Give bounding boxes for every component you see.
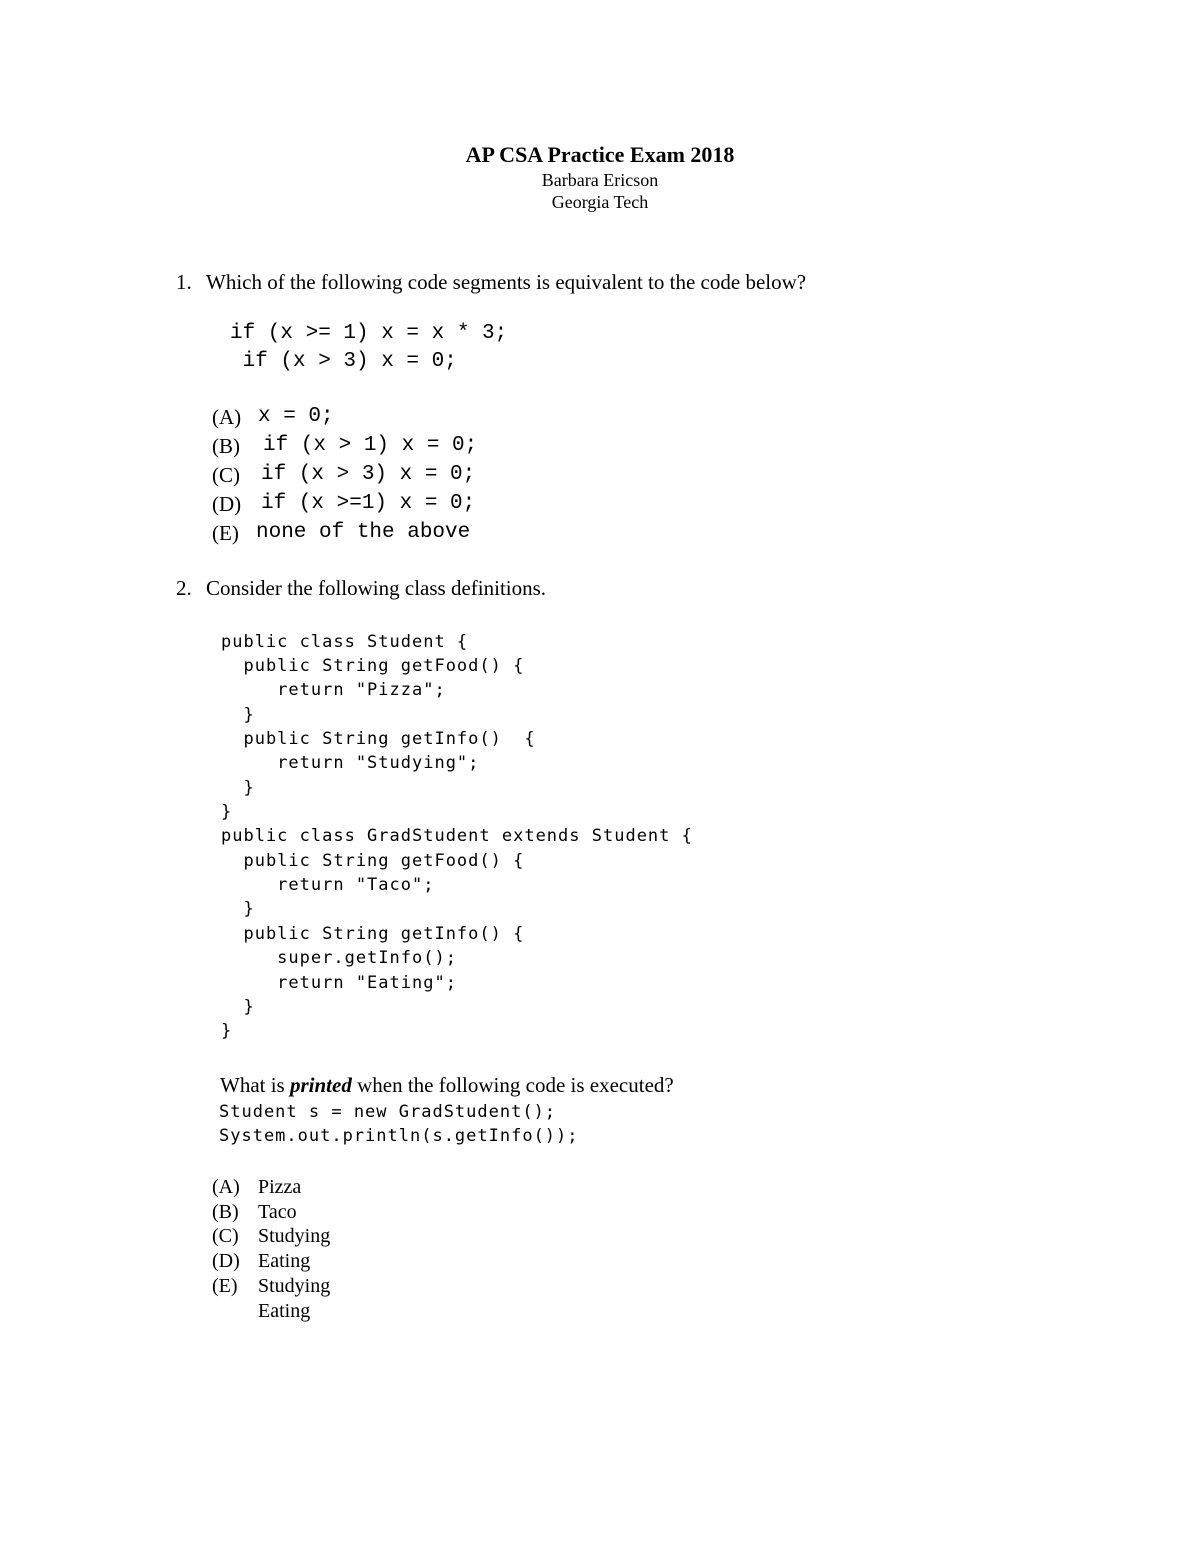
- q2-code-line: public String getInfo() {: [221, 729, 536, 749]
- q2-code-line: super.getInfo();: [221, 948, 457, 968]
- q2-exec-code-line-1: Student s = new GradStudent();: [219, 1102, 557, 1122]
- author-name: Barbara Ericson: [541, 170, 659, 190]
- q1-option-d-text: if (x >=1) x = 0;: [261, 492, 476, 515]
- q2-code-line: }: [221, 1021, 233, 1041]
- page-title: AP CSA Practice Exam 2018: [465, 142, 735, 167]
- q1-option-e-text: none of the above: [256, 521, 471, 544]
- q1-code-line-1: if (x >= 1) x = x * 3;: [230, 322, 508, 345]
- q1-option-b-label: (B): [212, 434, 240, 458]
- q1-option-a-text: x = 0;: [258, 405, 334, 428]
- q1-code-line-2: if (x > 3) x = 0;: [230, 350, 457, 373]
- affiliation: Georgia Tech: [551, 192, 649, 212]
- question-2-text: Consider the following class definitions.: [206, 576, 547, 600]
- q2-option-c-label: (C): [212, 1225, 239, 1247]
- q2-prompt-before: What is: [220, 1073, 290, 1097]
- q2-option-a-text: Pizza: [258, 1176, 302, 1198]
- q2-code-line: return "Studying";: [221, 753, 480, 773]
- q2-exec-code-line-2: System.out.println(s.getInfo());: [219, 1126, 579, 1146]
- q2-prompt: [220, 1073, 674, 1098]
- q2-code-line: }: [221, 899, 255, 919]
- q2-option-e-text: Studying: [258, 1275, 331, 1297]
- q1-option-c-label: (C): [212, 463, 240, 487]
- q2-option-e-text-line-2: Eating: [258, 1300, 311, 1322]
- question-2-number: 2.: [176, 576, 192, 600]
- question-1-text: Which of the following code segments is equivalent to the code below?: [206, 270, 807, 294]
- q2-option-b-label: (B): [212, 1201, 239, 1223]
- question-1-number: 1.: [176, 270, 192, 294]
- q2-code-line: }: [221, 705, 255, 725]
- q2-code-line: }: [221, 778, 255, 798]
- q2-code-line: return "Pizza";: [221, 680, 446, 700]
- q2-code-line: }: [221, 802, 233, 822]
- q1-option-d-label: (D): [212, 492, 242, 516]
- q2-option-e-label: (E): [212, 1275, 238, 1297]
- q1-option-b-text: if (x > 1) x = 0;: [263, 434, 478, 457]
- q2-code-line: public String getFood() {: [221, 851, 525, 871]
- q2-option-c-text: Studying: [258, 1225, 331, 1247]
- q2-option-b-text: Taco: [258, 1201, 297, 1223]
- q2-option-a-label: (A): [212, 1176, 240, 1198]
- q2-code-line: public class GradStudent extends Student {: [221, 826, 693, 846]
- q1-option-e-label: (E): [212, 521, 239, 545]
- q2-code-line: return "Eating";: [221, 973, 457, 993]
- q2-code-line: public class Student {: [221, 632, 469, 652]
- q2-prompt-emphasis: printed: [289, 1073, 352, 1097]
- q2-option-d-label: (D): [212, 1250, 240, 1272]
- q2-code-line: return "Taco";: [221, 875, 435, 895]
- q2-code-line: public String getInfo() {: [221, 924, 525, 944]
- q2-code-line: public String getFood() {: [221, 656, 525, 676]
- q1-option-c-text: if (x > 3) x = 0;: [261, 463, 476, 486]
- q2-prompt-after: when the following code is executed?: [351, 1073, 674, 1097]
- q1-option-a-label: (A): [212, 405, 242, 429]
- q2-option-d-text: Eating: [258, 1250, 311, 1272]
- q2-code-line: }: [221, 997, 255, 1017]
